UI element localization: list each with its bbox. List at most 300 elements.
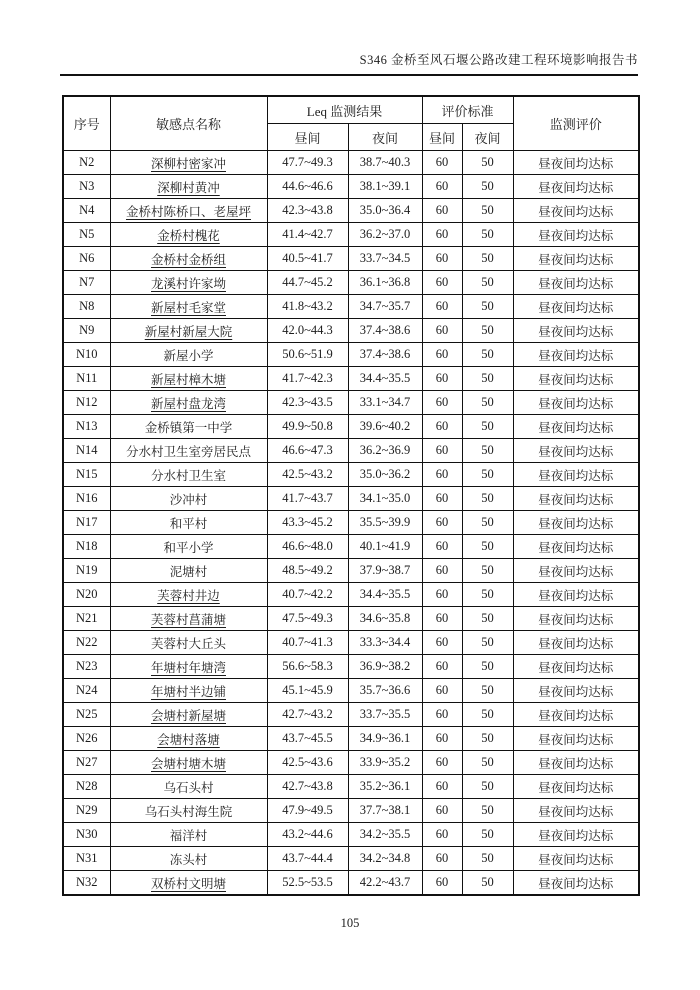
row-standard-nighttime-value-text: 50	[481, 827, 494, 841]
row-leq-daytime-value-text: 43.7~45.5	[282, 731, 333, 745]
row-monitoring-evaluation-text: 昼夜间均达标	[538, 372, 614, 387]
table-row	[63, 295, 639, 319]
row-sensitive-point-name-text: 冻头村	[169, 852, 208, 867]
row-sensitive-point-name-text: 龙溪村许家坳	[150, 276, 226, 291]
row-sensitive-point-name-text: 芙蓉村菖蒲塘	[150, 612, 226, 627]
row-leq-daytime-value-text: 46.6~48.0	[282, 539, 333, 553]
row-standard-nighttime-value	[462, 295, 513, 319]
row-standard-nighttime-value-text: 50	[481, 539, 494, 553]
row-standard-nighttime-value-text: 50	[481, 155, 494, 169]
row-serial-number	[63, 487, 110, 511]
row-standard-daytime-value-text: 60	[435, 659, 449, 673]
row-sensitive-point-name-text: 芙蓉村井边	[157, 588, 220, 603]
row-standard-nighttime-value	[462, 679, 513, 703]
table-row	[63, 343, 639, 367]
row-leq-daytime-value	[267, 751, 348, 775]
row-monitoring-evaluation-text: 昼夜间均达标	[538, 684, 614, 699]
row-sensitive-point-name	[110, 583, 267, 607]
row-leq-daytime-value	[267, 463, 348, 487]
row-sensitive-point-name-text: 沙冲村	[169, 492, 208, 507]
row-leq-daytime-value	[267, 775, 348, 799]
table-row	[63, 583, 639, 607]
row-standard-nighttime-value	[462, 319, 513, 343]
row-serial-number-text: N20	[75, 587, 98, 601]
row-monitoring-evaluation	[513, 511, 639, 535]
row-sensitive-point-name	[110, 799, 267, 823]
row-sensitive-point-name	[110, 487, 267, 511]
row-serial-number-text: N23	[75, 659, 98, 673]
row-standard-daytime-value	[422, 799, 462, 823]
row-monitoring-evaluation	[513, 751, 639, 775]
row-sensitive-point-name	[110, 175, 267, 199]
row-standard-nighttime-value	[462, 559, 513, 583]
row-monitoring-evaluation	[513, 583, 639, 607]
row-leq-daytime-value	[267, 679, 348, 703]
row-sensitive-point-name	[110, 679, 267, 703]
row-serial-number	[63, 223, 110, 247]
row-serial-number	[63, 247, 110, 271]
row-leq-nighttime-value-text: 38.7~40.3	[359, 155, 411, 169]
row-monitoring-evaluation-text: 昼夜间均达标	[538, 876, 614, 891]
row-leq-daytime-value	[267, 415, 348, 439]
row-monitoring-evaluation-text: 昼夜间均达标	[538, 204, 614, 219]
row-serial-number	[63, 535, 110, 559]
row-monitoring-evaluation	[513, 367, 639, 391]
row-leq-nighttime-value	[348, 391, 422, 415]
row-standard-nighttime-value	[462, 415, 513, 439]
row-serial-number-text: N27	[75, 755, 98, 769]
row-sensitive-point-name-text: 深柳村密家冲	[150, 156, 226, 171]
row-leq-daytime-value	[267, 655, 348, 679]
row-standard-daytime-value	[422, 727, 462, 751]
row-leq-daytime-value-text: 42.7~43.2	[282, 707, 333, 721]
row-leq-nighttime-value	[348, 703, 422, 727]
row-serial-number-text: N4	[79, 203, 95, 217]
row-sensitive-point-name	[110, 727, 267, 751]
row-serial-number-text: N30	[75, 827, 98, 841]
row-sensitive-point-name-text: 新屋小学	[163, 348, 214, 363]
row-standard-daytime-value-text: 60	[435, 563, 449, 577]
row-leq-daytime-value-text: 43.3~45.2	[282, 515, 333, 529]
row-standard-daytime-value-text: 60	[435, 731, 449, 745]
row-monitoring-evaluation	[513, 559, 639, 583]
header-standard-nighttime: 夜间	[462, 124, 513, 151]
row-standard-nighttime-value	[462, 343, 513, 367]
row-standard-daytime-value-text: 60	[435, 323, 449, 337]
row-monitoring-evaluation-text: 昼夜间均达标	[538, 564, 614, 579]
row-serial-number-text: N32	[75, 875, 98, 889]
row-sensitive-point-name-text: 双桥村文明塘	[150, 876, 226, 891]
row-sensitive-point-name	[110, 295, 267, 319]
row-leq-nighttime-value-text: 34.1~35.0	[359, 491, 411, 505]
row-leq-daytime-value	[267, 583, 348, 607]
row-leq-nighttime-value	[348, 199, 422, 223]
table-row	[63, 607, 639, 631]
row-leq-nighttime-value	[348, 679, 422, 703]
row-serial-number-text: N18	[75, 539, 98, 553]
row-standard-daytime-value	[422, 655, 462, 679]
row-standard-nighttime-value	[462, 151, 513, 175]
row-standard-daytime-value-text: 60	[435, 851, 449, 865]
row-standard-nighttime-value-text: 50	[481, 347, 494, 361]
row-serial-number	[63, 703, 110, 727]
row-leq-daytime-value	[267, 223, 348, 247]
row-monitoring-evaluation-text: 昼夜间均达标	[538, 468, 614, 483]
row-leq-nighttime-value	[348, 415, 422, 439]
row-standard-nighttime-value	[462, 535, 513, 559]
table-row	[63, 151, 639, 175]
row-standard-daytime-value	[422, 391, 462, 415]
table-row	[63, 727, 639, 751]
row-serial-number-text: N16	[75, 491, 98, 505]
row-leq-daytime-value-text: 41.7~42.3	[282, 371, 333, 385]
row-sensitive-point-name-text: 金桥村金桥组	[150, 252, 226, 267]
row-leq-nighttime-value-text: 35.5~39.9	[359, 515, 411, 529]
row-sensitive-point-name	[110, 415, 267, 439]
row-monitoring-evaluation	[513, 463, 639, 487]
row-leq-daytime-value	[267, 271, 348, 295]
row-leq-daytime-value-text: 43.7~44.4	[282, 851, 333, 865]
row-serial-number-text: N5	[79, 227, 95, 241]
row-leq-nighttime-value	[348, 823, 422, 847]
row-sensitive-point-name-text: 新屋村新屋大院	[144, 324, 233, 339]
row-standard-nighttime-value	[462, 799, 513, 823]
row-standard-nighttime-value-text: 50	[481, 371, 494, 385]
row-monitoring-evaluation-text: 昼夜间均达标	[538, 324, 614, 339]
row-monitoring-evaluation	[513, 703, 639, 727]
row-leq-nighttime-value	[348, 463, 422, 487]
row-serial-number	[63, 295, 110, 319]
row-standard-nighttime-value	[462, 583, 513, 607]
row-sensitive-point-name	[110, 247, 267, 271]
table-row	[63, 487, 639, 511]
table-row	[63, 223, 639, 247]
row-standard-daytime-value-text: 60	[435, 467, 449, 481]
row-serial-number-text: N15	[75, 467, 98, 481]
row-serial-number	[63, 823, 110, 847]
row-standard-daytime-value-text: 60	[435, 611, 449, 625]
row-leq-nighttime-value	[348, 751, 422, 775]
row-standard-daytime-value-text: 60	[435, 395, 449, 409]
row-sensitive-point-name-text: 分水村卫生室	[150, 468, 226, 483]
row-monitoring-evaluation	[513, 415, 639, 439]
row-leq-daytime-value	[267, 703, 348, 727]
row-standard-nighttime-value-text: 50	[481, 275, 494, 289]
table-row	[63, 559, 639, 583]
row-leq-daytime-value-text: 41.8~43.2	[282, 299, 333, 313]
row-sensitive-point-name	[110, 847, 267, 871]
row-standard-daytime-value	[422, 871, 462, 896]
row-standard-nighttime-value	[462, 223, 513, 247]
row-standard-nighttime-value-text: 50	[481, 731, 494, 745]
row-leq-daytime-value-text: 41.7~43.7	[282, 491, 333, 505]
row-standard-daytime-value-text: 60	[435, 251, 449, 265]
row-leq-nighttime-value-text: 35.2~36.1	[359, 779, 411, 793]
row-leq-nighttime-value-text: 33.7~34.5	[359, 251, 411, 265]
row-monitoring-evaluation-text: 昼夜间均达标	[538, 444, 614, 459]
row-leq-nighttime-value-text: 37.7~38.1	[359, 803, 411, 817]
row-leq-daytime-value-text: 44.6~46.6	[282, 179, 333, 193]
row-leq-nighttime-value-text: 36.2~37.0	[359, 227, 411, 241]
row-monitoring-evaluation	[513, 607, 639, 631]
table-row	[63, 175, 639, 199]
table-row	[63, 535, 639, 559]
row-standard-daytime-value-text: 60	[435, 227, 449, 241]
row-standard-nighttime-value	[462, 631, 513, 655]
row-leq-daytime-value	[267, 487, 348, 511]
row-sensitive-point-name	[110, 271, 267, 295]
row-monitoring-evaluation	[513, 535, 639, 559]
row-monitoring-evaluation-text: 昼夜间均达标	[538, 492, 614, 507]
row-standard-daytime-value	[422, 631, 462, 655]
row-sensitive-point-name	[110, 631, 267, 655]
row-standard-daytime-value-text: 60	[435, 803, 449, 817]
header-leq-daytime: 昼间	[267, 124, 348, 151]
row-serial-number	[63, 175, 110, 199]
table-row	[63, 847, 639, 871]
table-row	[63, 247, 639, 271]
row-serial-number-text: N10	[75, 347, 98, 361]
row-serial-number	[63, 775, 110, 799]
row-serial-number	[63, 511, 110, 535]
row-monitoring-evaluation	[513, 679, 639, 703]
row-sensitive-point-name-text: 和平村	[169, 516, 208, 531]
row-leq-daytime-value	[267, 199, 348, 223]
row-standard-daytime-value	[422, 559, 462, 583]
row-standard-daytime-value	[422, 343, 462, 367]
row-standard-daytime-value-text: 60	[435, 443, 449, 457]
row-serial-number-text: N31	[75, 851, 98, 865]
table-body	[63, 151, 639, 896]
row-standard-daytime-value	[422, 151, 462, 175]
row-sensitive-point-name-text: 会塘村塘木塘	[150, 756, 226, 771]
row-standard-daytime-value-text: 60	[435, 539, 449, 553]
row-monitoring-evaluation-text: 昼夜间均达标	[538, 804, 614, 819]
row-leq-nighttime-value-text: 34.6~35.8	[359, 611, 411, 625]
table-header-row-1	[63, 96, 639, 124]
row-sensitive-point-name-text: 福洋村	[169, 828, 208, 843]
row-leq-daytime-value-text: 42.3~43.8	[282, 203, 333, 217]
row-leq-nighttime-value-text: 37.4~38.6	[359, 347, 411, 361]
row-leq-nighttime-value-text: 35.7~36.6	[359, 683, 411, 697]
row-serial-number	[63, 415, 110, 439]
row-leq-daytime-value-text: 49.9~50.8	[282, 419, 333, 433]
row-leq-daytime-value	[267, 343, 348, 367]
row-serial-number-text: N14	[75, 443, 98, 457]
row-sensitive-point-name-text: 金桥镇第一中学	[144, 420, 233, 435]
row-standard-nighttime-value-text: 50	[481, 491, 494, 505]
table-row	[63, 751, 639, 775]
row-leq-nighttime-value-text: 33.3~34.4	[359, 635, 411, 649]
row-serial-number-text: N22	[75, 635, 98, 649]
row-serial-number	[63, 655, 110, 679]
row-monitoring-evaluation-text: 昼夜间均达标	[538, 156, 614, 171]
row-sensitive-point-name	[110, 199, 267, 223]
row-standard-nighttime-value	[462, 847, 513, 871]
row-leq-nighttime-value-text: 33.7~35.5	[359, 707, 411, 721]
row-serial-number	[63, 343, 110, 367]
row-standard-nighttime-value	[462, 607, 513, 631]
row-leq-daytime-value	[267, 391, 348, 415]
row-standard-nighttime-value	[462, 199, 513, 223]
row-standard-nighttime-value-text: 50	[481, 467, 494, 481]
row-standard-nighttime-value	[462, 823, 513, 847]
row-standard-nighttime-value	[462, 463, 513, 487]
row-standard-nighttime-value-text: 50	[481, 227, 494, 241]
row-leq-daytime-value-text: 42.5~43.6	[282, 755, 333, 769]
row-standard-nighttime-value	[462, 871, 513, 896]
row-monitoring-evaluation-text: 昼夜间均达标	[538, 780, 614, 795]
row-standard-nighttime-value	[462, 175, 513, 199]
row-sensitive-point-name-text: 乌石头村	[163, 780, 214, 795]
row-leq-daytime-value	[267, 247, 348, 271]
row-standard-daytime-value-text: 60	[435, 179, 449, 193]
row-sensitive-point-name	[110, 367, 267, 391]
row-monitoring-evaluation-text: 昼夜间均达标	[538, 588, 614, 603]
row-standard-nighttime-value	[462, 391, 513, 415]
row-leq-daytime-value-text: 42.0~44.3	[282, 323, 333, 337]
row-leq-daytime-value	[267, 175, 348, 199]
row-leq-daytime-value-text: 45.1~45.9	[282, 683, 333, 697]
table-header	[63, 96, 639, 151]
row-monitoring-evaluation	[513, 871, 639, 896]
row-leq-nighttime-value-text: 36.9~38.2	[359, 659, 411, 673]
row-standard-daytime-value-text: 60	[435, 755, 449, 769]
row-leq-daytime-value	[267, 151, 348, 175]
row-leq-nighttime-value	[348, 151, 422, 175]
row-leq-nighttime-value	[348, 175, 422, 199]
row-leq-nighttime-value	[348, 775, 422, 799]
row-monitoring-evaluation	[513, 199, 639, 223]
row-monitoring-evaluation	[513, 151, 639, 175]
row-serial-number-text: N25	[75, 707, 98, 721]
table-row	[63, 511, 639, 535]
row-leq-nighttime-value	[348, 511, 422, 535]
row-standard-nighttime-value	[462, 367, 513, 391]
row-standard-daytime-value-text: 60	[435, 299, 449, 313]
row-leq-nighttime-value	[348, 583, 422, 607]
row-serial-number-text: N6	[79, 251, 95, 265]
row-standard-daytime-value-text: 60	[435, 371, 449, 385]
row-standard-daytime-value-text: 60	[435, 515, 449, 529]
row-serial-number-text: N17	[75, 515, 98, 529]
row-sensitive-point-name	[110, 439, 267, 463]
row-sensitive-point-name-text: 新屋村盘龙湾	[150, 396, 226, 411]
row-standard-daytime-value	[422, 319, 462, 343]
running-header-title: S346 金桥至风石堰公路改建工程环境影响报告书	[60, 50, 638, 76]
row-sensitive-point-name-text: 乌石头村海生院	[144, 804, 233, 819]
row-leq-nighttime-value	[348, 799, 422, 823]
row-monitoring-evaluation	[513, 727, 639, 751]
row-standard-daytime-value-text: 60	[435, 779, 449, 793]
row-leq-daytime-value	[267, 535, 348, 559]
row-serial-number	[63, 799, 110, 823]
row-leq-daytime-value	[267, 871, 348, 896]
header-leq-nighttime: 夜间	[348, 124, 422, 151]
row-leq-daytime-value-text: 43.2~44.6	[282, 827, 333, 841]
row-standard-daytime-value	[422, 367, 462, 391]
row-monitoring-evaluation	[513, 655, 639, 679]
row-leq-daytime-value	[267, 439, 348, 463]
row-sensitive-point-name-text: 分水村卫生室旁居民点	[125, 444, 251, 459]
row-standard-nighttime-value	[462, 487, 513, 511]
row-standard-nighttime-value	[462, 703, 513, 727]
row-monitoring-evaluation-text: 昼夜间均达标	[538, 708, 614, 723]
row-sensitive-point-name	[110, 463, 267, 487]
row-sensitive-point-name-text: 金桥村陈桥口、老屋坪	[125, 204, 251, 219]
row-leq-daytime-value-text: 52.5~53.5	[282, 875, 333, 889]
table-row	[63, 391, 639, 415]
row-standard-nighttime-value-text: 50	[481, 851, 494, 865]
row-standard-nighttime-value-text: 50	[481, 563, 494, 577]
table-row	[63, 799, 639, 823]
row-leq-nighttime-value	[348, 727, 422, 751]
row-serial-number	[63, 559, 110, 583]
row-leq-nighttime-value	[348, 343, 422, 367]
row-standard-nighttime-value-text: 50	[481, 779, 494, 793]
table-row	[63, 367, 639, 391]
row-monitoring-evaluation-text: 昼夜间均达标	[538, 540, 614, 555]
row-standard-nighttime-value-text: 50	[481, 707, 494, 721]
row-standard-nighttime-value	[462, 727, 513, 751]
row-leq-nighttime-value-text: 34.2~34.8	[359, 851, 411, 865]
row-monitoring-evaluation	[513, 319, 639, 343]
row-monitoring-evaluation-text: 昼夜间均达标	[538, 852, 614, 867]
row-leq-daytime-value	[267, 559, 348, 583]
noise-monitoring-table	[62, 95, 640, 896]
row-standard-nighttime-value-text: 50	[481, 515, 494, 529]
row-serial-number-text: N8	[79, 299, 95, 313]
row-serial-number-text: N13	[75, 419, 98, 433]
row-standard-nighttime-value	[462, 439, 513, 463]
row-sensitive-point-name	[110, 655, 267, 679]
row-standard-daytime-value	[422, 295, 462, 319]
table-row	[63, 199, 639, 223]
row-sensitive-point-name	[110, 319, 267, 343]
row-leq-nighttime-value	[348, 367, 422, 391]
header-evaluation-standard-group: 评价标准	[422, 96, 513, 124]
row-serial-number	[63, 631, 110, 655]
row-standard-nighttime-value-text: 50	[481, 203, 494, 217]
row-monitoring-evaluation-text: 昼夜间均达标	[538, 732, 614, 747]
table-row	[63, 655, 639, 679]
row-leq-daytime-value	[267, 847, 348, 871]
row-serial-number-text: N9	[79, 323, 95, 337]
row-leq-nighttime-value-text: 34.4~35.5	[359, 371, 411, 385]
row-standard-daytime-value-text: 60	[435, 587, 449, 601]
header-serial-number: 序号	[63, 96, 110, 151]
row-leq-daytime-value	[267, 511, 348, 535]
row-leq-nighttime-value	[348, 871, 422, 896]
row-leq-daytime-value-text: 47.9~49.5	[282, 803, 333, 817]
row-monitoring-evaluation	[513, 271, 639, 295]
row-standard-daytime-value	[422, 271, 462, 295]
row-leq-daytime-value	[267, 607, 348, 631]
header-leq-results-group: Leq 监测结果	[267, 96, 422, 124]
row-sensitive-point-name-text: 泥塘村	[169, 564, 208, 579]
row-serial-number	[63, 151, 110, 175]
row-standard-nighttime-value-text: 50	[481, 659, 494, 673]
row-sensitive-point-name-text: 年塘村年塘湾	[150, 660, 226, 675]
row-leq-nighttime-value	[348, 271, 422, 295]
row-standard-daytime-value-text: 60	[435, 635, 449, 649]
row-standard-nighttime-value-text: 50	[481, 251, 494, 265]
row-serial-number-text: N26	[75, 731, 98, 745]
row-leq-daytime-value	[267, 631, 348, 655]
row-monitoring-evaluation-text: 昼夜间均达标	[538, 516, 614, 531]
row-standard-nighttime-value-text: 50	[481, 635, 494, 649]
row-monitoring-evaluation-text: 昼夜间均达标	[538, 612, 614, 627]
